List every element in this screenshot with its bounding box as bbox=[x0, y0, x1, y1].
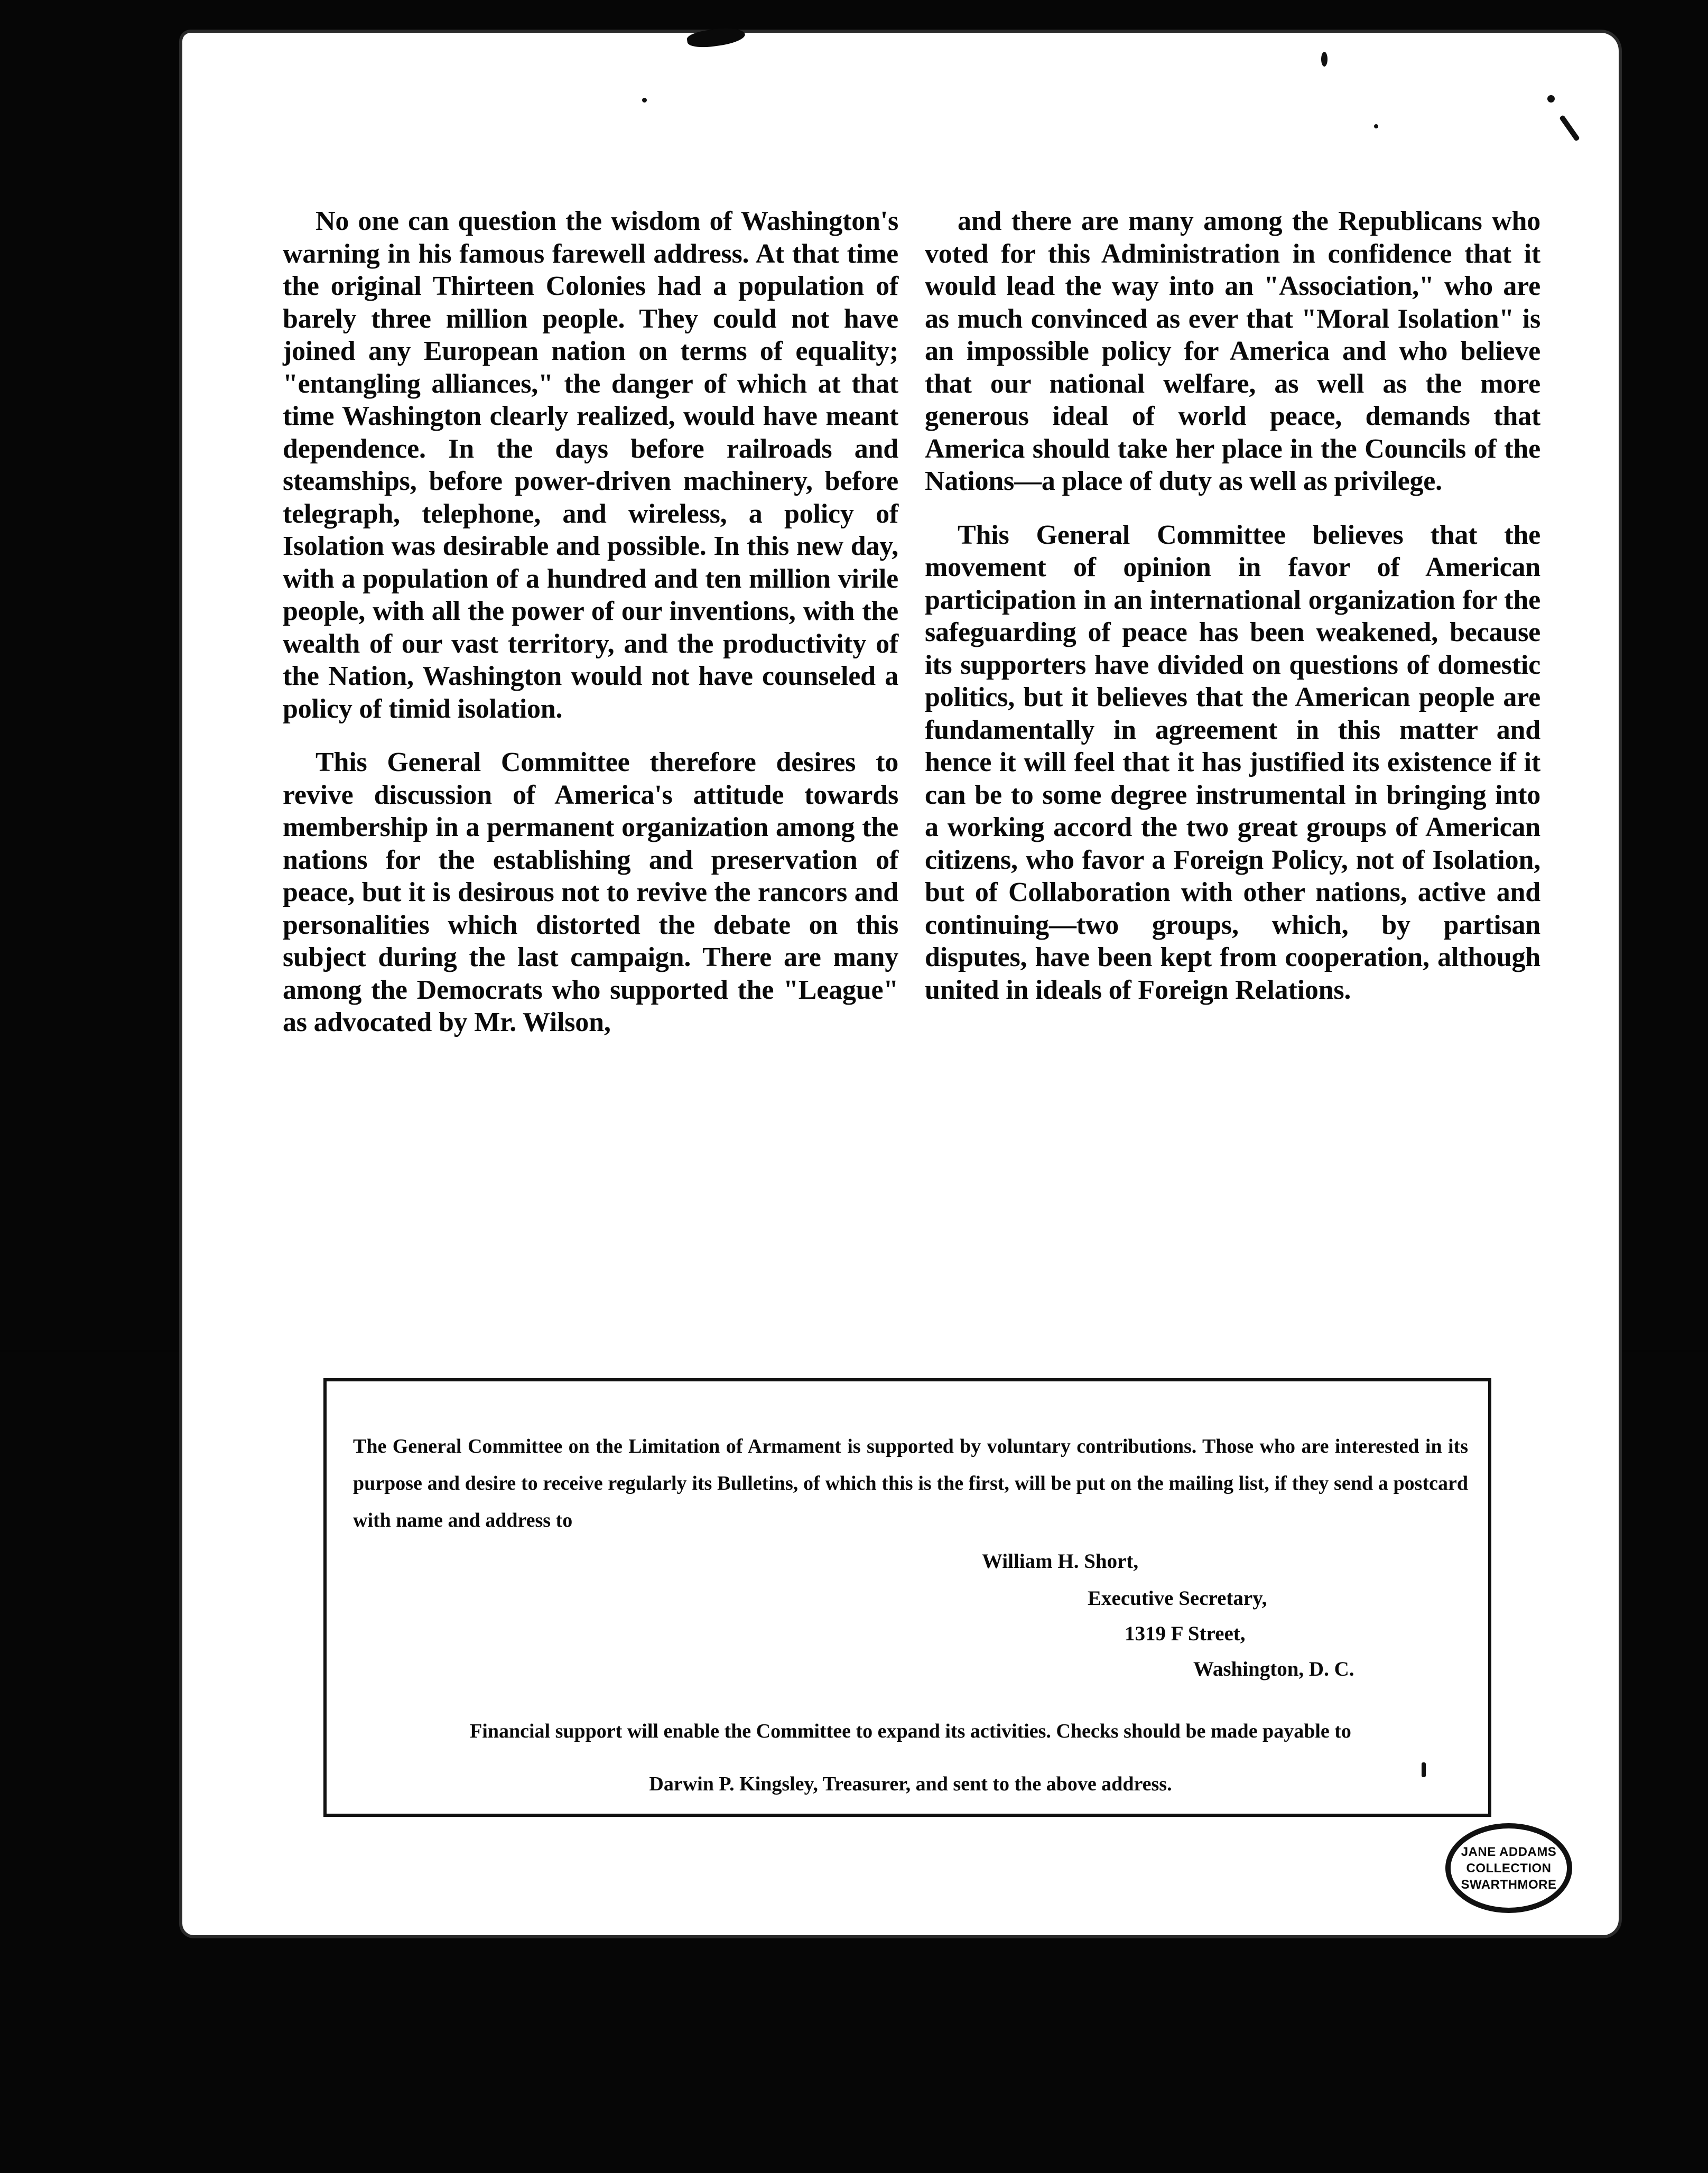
notice-intro: The General Committee on the Limitation of Armament is supported by voluntary contributions. Those who are interested in its purpose and desire to receive regularly its Bulletins, of which this is the first, will be put on the mailing list, if they send a postcard with name and address to bbox=[353, 1435, 1468, 1531]
contributions-notice bbox=[323, 1378, 1491, 1817]
address-city: Washington, D. C. bbox=[1193, 1658, 1354, 1680]
paragraph: and there are many among the Republicans who voted for this Administration in confidence that it would lead the way into an "Association," who are as much convinced as ever that "Moral Isolation" is an impossible policy for America and who believe that our national welfare, as well as the more generous ideal of world peace, demands that America should take her place in the Councils of the Nations—a place of duty as well as privilege. bbox=[925, 206, 1540, 496]
notice-finance bbox=[353, 1705, 1468, 1810]
ink-speck bbox=[1547, 95, 1555, 103]
stamp-line: JANE ADDAMS bbox=[1461, 1844, 1557, 1859]
address-title: Executive Secretary, bbox=[1088, 1587, 1267, 1610]
finance-line-2: Darwin P. Kingsley, Treasurer, and sent to the above address. bbox=[649, 1773, 1172, 1795]
address-street: 1319 F Street, bbox=[1125, 1622, 1246, 1645]
stamp-line: SWARTHMORE bbox=[1461, 1877, 1557, 1892]
address-name: William H. Short, bbox=[982, 1550, 1139, 1573]
left-column bbox=[283, 205, 898, 1060]
right-column bbox=[925, 205, 1540, 1060]
ink-speck bbox=[1321, 52, 1328, 67]
stamp-line: COLLECTION bbox=[1466, 1861, 1552, 1875]
body-text bbox=[283, 205, 1540, 1060]
collection-stamp bbox=[1445, 1823, 1572, 1913]
finance-line-1: Financial support will enable the Committee to expand its activities. Checks should be made payable to bbox=[470, 1720, 1351, 1742]
paragraph: No one can question the wisdom of Washington's warning in his famous farewell address. At that time the original Thirteen Colonies had a population of barely three million people. They could not have joined any European nation on terms of equality; "entangling alliances," the danger of which at that time Washington clearly realized, would have meant dependence. In the days before railroads and steamships, before power-driven machinery, before telegraph, telephone, and wireless, a policy of Isolation was desirable and possible. In this new day, with a population of a hundred and ten million virile people, with all the power of our inventions, with the wealth of our vast territory, and the productivity of the Nation, Washington would not have counseled a policy of timid isolation. bbox=[283, 206, 898, 724]
paragraph: This General Committee believes that the movement of opinion in favor of American participation in an international organization for the safeguarding of peace has been weakened, because its supporters have divided on questions of domestic politics, but it believes that the American people are fundamentally in agreement in this matter and hence it will feel that it has justified its existence if it can be to some degree instrumental in bringing into a working accord the two great groups of American citizens, who favor a Foreign Policy, not of Isolation, but of Collaboration with other nations, active and continuing—two groups, which, by partisan disputes, have been kept from cooperation, although united in ideals of Foreign Relations. bbox=[925, 519, 1540, 1005]
paragraph: This General Committee therefore desires to revive discussion of America's attitude towards membership in a permanent organization among the nations for the establishing and preservation of peace, but it is desirous not to revive the rancors and personalities which distorted the debate on this subject during the last campaign. There are many among the Democrats who supported the "League" as advocated by Mr. Wilson, bbox=[283, 747, 898, 1037]
ink-speck bbox=[1374, 124, 1378, 128]
ink-speck bbox=[642, 98, 647, 103]
